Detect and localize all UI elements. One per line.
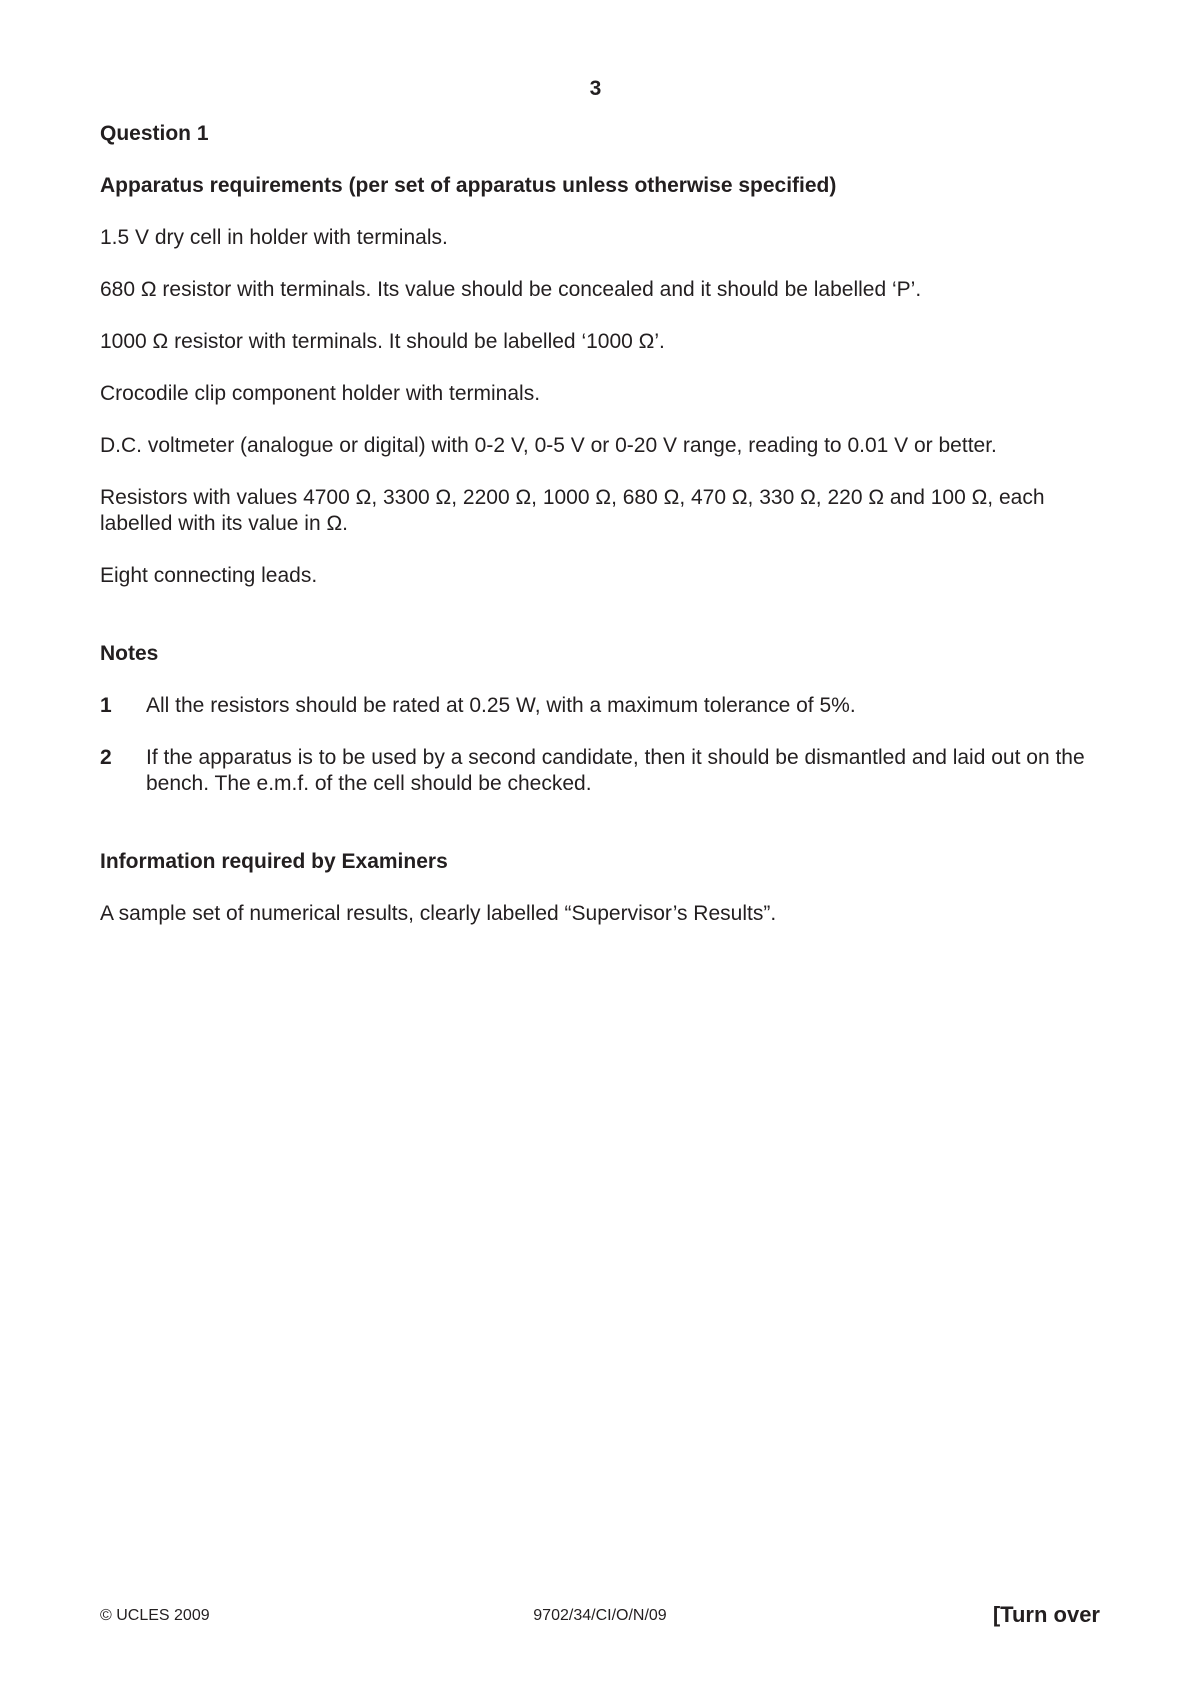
note-text: All the resistors should be rated at 0.25 W, with a maximum tolerance of 5%. [146, 694, 856, 717]
apparatus-heading: Apparatus requirements (per set of apparatus unless otherwise specified) [100, 174, 837, 197]
apparatus-item-resistor-p: 680 Ω resistor with terminals. Its value should be concealed and it should be labelled ‘P’. [100, 278, 922, 301]
question-title: Question 1 [100, 122, 209, 145]
apparatus-item-voltmeter: D.C. voltmeter (analogue or digital) with 0-2 V, 0-5 V or 0-20 V range, reading to 0.01 V or better. [100, 434, 997, 457]
apparatus-item-resistor-1000: 1000 Ω resistor with terminals. It should be labelled ‘1000 Ω’. [100, 330, 665, 353]
note-number: 1 [100, 694, 112, 717]
info-text: A sample set of numerical results, clearly labelled “Supervisor’s Results”. [100, 902, 777, 925]
apparatus-item-leads: Eight connecting leads. [100, 564, 318, 587]
note-item [100, 693, 1100, 719]
note-text: If the apparatus is to be used by a second candidate, then it should be dismantled and laid out on the bench. The e.m.f. of the cell should be checked. [146, 746, 1085, 795]
page-content [100, 121, 1100, 927]
footer-document-code: 9702/34/CI/O/N/09 [533, 1607, 667, 1624]
notes-heading: Notes [100, 642, 159, 665]
note-item [100, 745, 1100, 797]
apparatus-item-cell: 1.5 V dry cell in holder with terminals. [100, 226, 448, 249]
apparatus-item-clip-holder: Crocodile clip component holder with terminals. [100, 382, 541, 405]
page-footer [100, 1600, 1100, 1630]
info-heading: Information required by Examiners [100, 850, 448, 873]
note-number: 2 [100, 746, 112, 769]
footer-turn-over: [Turn over [992, 1602, 1100, 1627]
apparatus-item-resistor-set: Resistors with values 4700 Ω, 3300 Ω, 2200 Ω, 1000 Ω, 680 Ω, 470 Ω, 330 Ω, 220 Ω and 100 Ω, each labelled with its value in Ω. [100, 486, 1045, 535]
page-number: 3 [589, 77, 602, 100]
footer-copyright: © UCLES 2009 [100, 1607, 210, 1624]
